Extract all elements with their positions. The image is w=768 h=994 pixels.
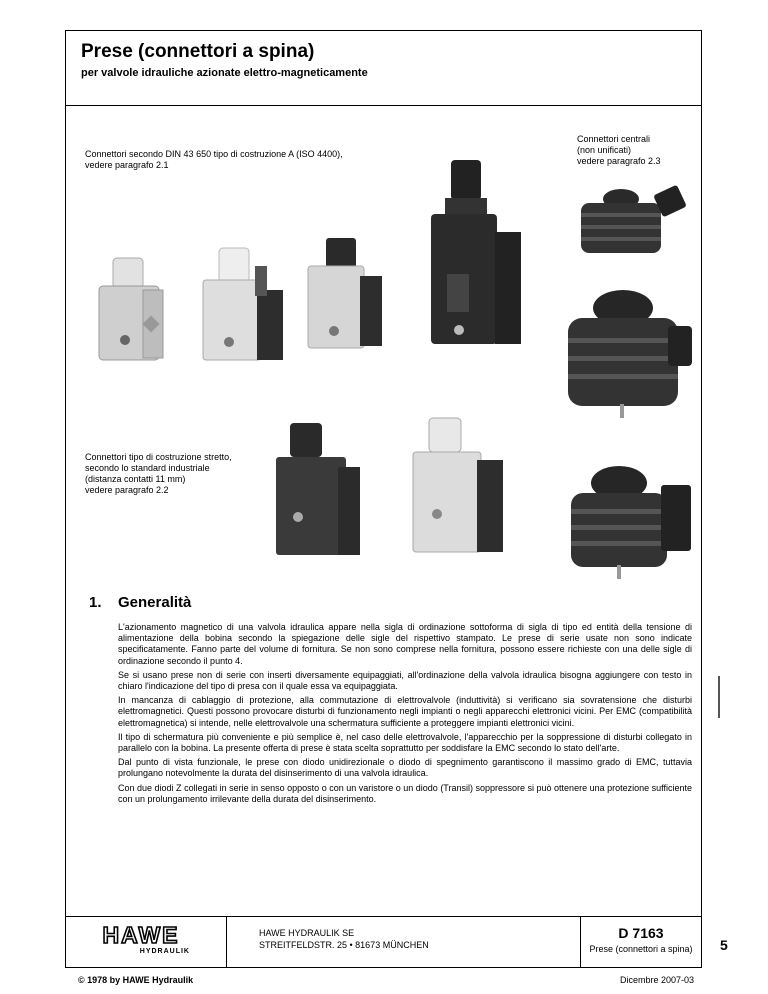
caption-din-connectors: Connettori secondo DIN 43 650 tipo di costruzione A (ISO 4400), vedere paragrafo 2.1	[85, 149, 343, 170]
paragraph: In mancanza di cablaggio di protezione, alla commutazione di elettrovalvole (induttività) si verificano sia sovratensione che disturbi elettromagnetici. Questi possono provocare disturbi di funzionamento negli impianti o negli apparecchi elettronici vicini. Per EMC (compatibilità elettromagnetica) si intende, nelle elettrovalvole una schermatura sufficiente a proteggere impianti elettronici vicini.	[118, 695, 692, 728]
logo-subtext: HYDRAULIK	[139, 948, 190, 955]
logo-box	[66, 917, 227, 967]
margin-change-bar	[718, 676, 720, 718]
paragraph: Con due diodi Z collegati in serie in senso opposto o con un varistore o un diodo (Transil) soppressore si può ottenere una protezione sufficiente con un prolungamento irrilevante della durata del disinserimento.	[118, 782, 692, 804]
connector-photo-central-side	[561, 463, 701, 583]
page-header	[66, 31, 701, 106]
connector-photo-din-large-black	[411, 158, 526, 358]
document-box	[580, 917, 701, 967]
connector-photo-din-grey	[91, 256, 171, 386]
paragraph: Se si usano prese non di serie con inserti diversamente equipaggiati, all'ordinazione della valvola idraulica bisogna aggiungere con testo in chiaro l'indicazione del tipo di presa con il quale essa va equipaggiata.	[118, 669, 692, 692]
section-title: Generalità	[118, 594, 192, 611]
page-subtitle: per valvole idrauliche azionate elettro-magneticamente	[81, 67, 368, 79]
page-title: Prese (connettori a spina)	[81, 41, 315, 62]
connector-photo-din-transparent	[191, 246, 291, 386]
paragraph: Il tipo di schermatura più conveniente e più semplice è, nel caso delle elettrovalvole, l'apparecchio per la soppressione di disturbi collegato in parallelo con la bobina. La presente offerta di prese è stata scelta soprattutto per soddisfare la EMC secondo lo stato dell'arte.	[118, 731, 692, 754]
page-frame	[65, 30, 702, 968]
hawe-logo	[86, 922, 196, 948]
paragraph: L'azionamento magnetico di una valvola idraulica appare nella sigla di ordinazione sottoforma di sigla di tipo ed entità della tensione di alimentazione della bobina secondo la spiegazione delle sigle del rispettivo stampato. Le prese di serie usate non sono indicate specificatamente. Fanno parte del volume di fornitura. Se non sono comprese nella fornitura, possono essere richieste con una delle sigle di ordinazione secondo il punto 4.	[118, 622, 692, 666]
page-footer	[66, 916, 701, 967]
document-name: Prese (connettori a spina)	[589, 944, 693, 954]
caption-narrow-connectors: Connettori tipo di costruzione stretto, secondo lo standard industriale (distanza contatti 11 mm) vedere paragrafo 2.2	[85, 452, 232, 495]
connector-photo-narrow-transparent	[401, 416, 511, 571]
page-number: 5	[720, 937, 728, 953]
connector-photo-din-black-cap	[294, 236, 389, 381]
hawe-logo-text: HAWE	[102, 922, 180, 948]
edition-date: Dicembre 2007-03	[620, 975, 695, 985]
caption-central-connectors: Connettori centrali (non unificati) vedere paragrafo 2.3	[577, 134, 661, 166]
section-number: 1.	[89, 594, 102, 611]
copyright: © 1978 by HAWE Hydraulik	[78, 975, 194, 985]
connector-photo-narrow-black	[266, 421, 366, 571]
connector-photo-central-large	[558, 286, 698, 421]
document-code: D 7163	[618, 925, 664, 941]
company-address: HAWE HYDRAULIK SE STREITFELDSTR. 25 • 81673 MÜNCHEN	[259, 928, 429, 950]
section-body	[118, 622, 692, 808]
paragraph: Dal punto di vista funzionale, le prese con diodo unidirezionale o diodo di spegnimento garantiscono il massimo grado di EMC, tuttavia prolungano notevolmente la durata del disinserimento di una valvola idraulica.	[118, 757, 692, 779]
connector-photo-central-small	[571, 179, 691, 269]
